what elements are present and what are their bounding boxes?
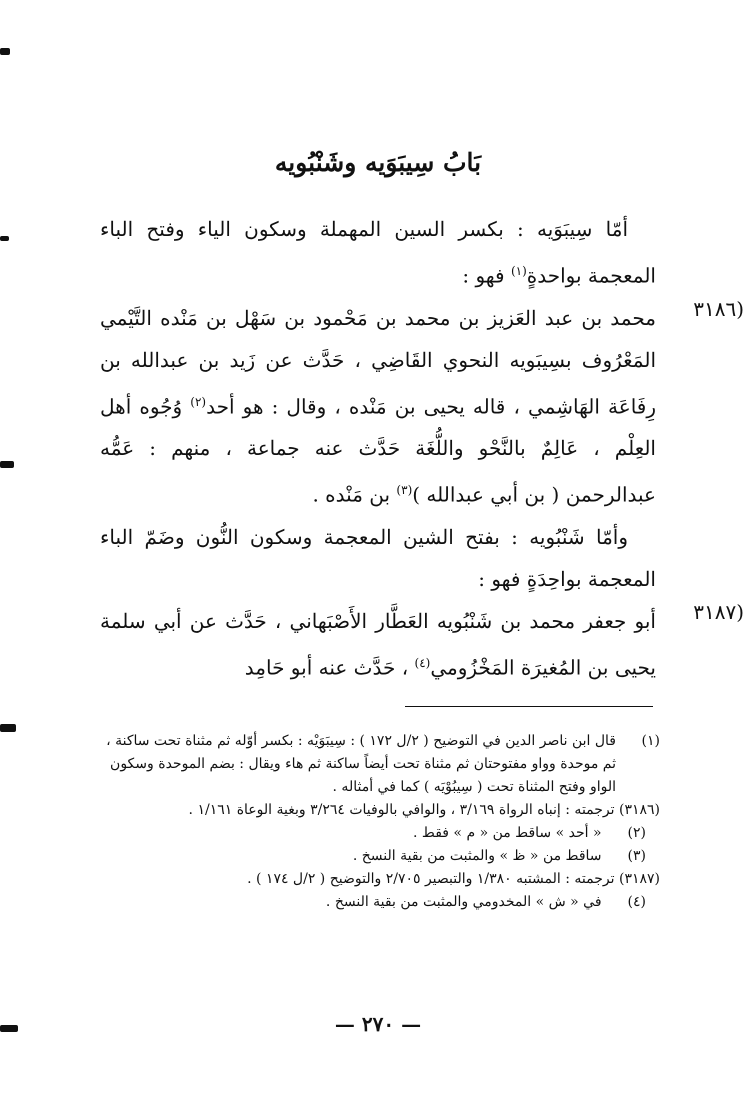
footnote-text: ترجمته : المشتبه ١/٣٨٠ والتبصير ٢/٧٠٥ والتوضيح ( ٢/ل ١٧٤ ) . [247, 871, 615, 887]
footnote-label: (٣١٨٦) [618, 802, 660, 818]
scan-edge-mark [0, 236, 9, 241]
footnote-text: ترجمته : إنباه الرواة ٣/١٦٩ ، والوافي بالوفيات ٣/٢٦٤ وبغية الوعاة ١/١٦١ . [188, 802, 615, 818]
footnote-text: في « ش » المخدومي والمثبت من بقية النسخ . [325, 894, 602, 910]
footnote-label: (٤) [627, 894, 646, 910]
intro-paragraph-shanbuyah: وأمّا شَنْبُويه : بفتح الشين المعجمة وسكون النُّون وضَمّ الباء المعجمة بواحِدَةٍ فهو : [100, 524, 656, 591]
footnote-ref: (٣) [396, 483, 413, 498]
footnote-3 [100, 845, 660, 868]
footnote-label: (١) [641, 733, 660, 749]
footnote-label: (٣) [627, 848, 646, 864]
footnotes [100, 730, 660, 914]
scan-edge-mark [0, 724, 16, 732]
entry-3186 [100, 296, 744, 516]
page-number: — ٢٧٠ — [334, 1012, 422, 1036]
entry-3187 [100, 599, 744, 689]
footnote-text: « أحد » ساقط من « م » فقط . [413, 825, 602, 841]
footnote-4 [100, 891, 660, 914]
footnote-1 [100, 730, 660, 799]
chapter-heading: بَابُ سِيبَوَيه وشَنْبُويه [274, 148, 482, 177]
entry-number: (٣١٨٦ [693, 296, 744, 321]
scan-edge-mark [0, 461, 14, 468]
footnote-ref: (١) [510, 264, 527, 278]
entry-text: أبو جعفر محمد بن شَنْبُويه العَطَّار الأَصْبَهاني ، حَدَّث عن أبي سلمة يحيى بن المُغيرَة المَخْزُومي$^{(٤)}$ ، حَدَّث عنه أبو حَامِد [100, 608, 656, 680]
footnote-3186 [100, 799, 660, 822]
footnote-text: ساقط من « ظ » والمثبت من بقية النسخ . [352, 848, 602, 864]
footnote-label: (٢) [627, 825, 646, 841]
footnote-2 [100, 822, 660, 845]
scan-edge-mark [0, 48, 10, 55]
footnote-ref: (٤) [414, 655, 431, 670]
footnote-text: قال ابن ناصر الدين في التوضيح ( ٢/ل ١٧٢ ) : سِيبَوَيْه : بكسر أوّله ثم مثناة تحت ساكنة ، ثم موحدة وواو مفتوحتان ثم مثناة تحت أيضاً ساكنة ثم هاء ويقال : بضم الموحدة وسكون الواو وفتح المثناة تحت ( سِيبُوْيَه ) كما في أمثاله . [106, 733, 616, 795]
footnote-ref: (٢) [190, 394, 207, 409]
footnote-3187 [100, 868, 660, 891]
intro-paragraph-sibawayh: أمّا سِيبَوَيه : بكسر السين المهملة وسكون الياء وفتح الباء المعجمة بواحدةٍ$^{(١)}$ فهو : [100, 217, 656, 288]
main-text [100, 208, 744, 689]
entry-text: محمد بن عبد العَزيز بن محمد بن مَحْمود بن سَهْل بن مَنْده التَّيْمي المَعْرُوف بسِيبَويه النحوي القَاضِي ، حَدَّث عن زَيد بن عبدالله بن رِفَاعَة الهَاشِمي ، قاله يحيى بن مَنْده ، وقال : هو أحد$^{(٢)}$ وُجُوه أهل العِلْم ، عَالِمٌ بالنَّحْو واللُّغَة حَدَّث عنه جماعة ، منهم : عَمُّه عبدالرحمن ( بن أبي عبدالله )$^{(٣)}$ بن مَنْده . [100, 305, 657, 507]
footnote-separator [405, 706, 653, 707]
entry-number: (٣١٨٧ [693, 599, 744, 624]
footnote-label: (٣١٨٧) [618, 871, 660, 887]
